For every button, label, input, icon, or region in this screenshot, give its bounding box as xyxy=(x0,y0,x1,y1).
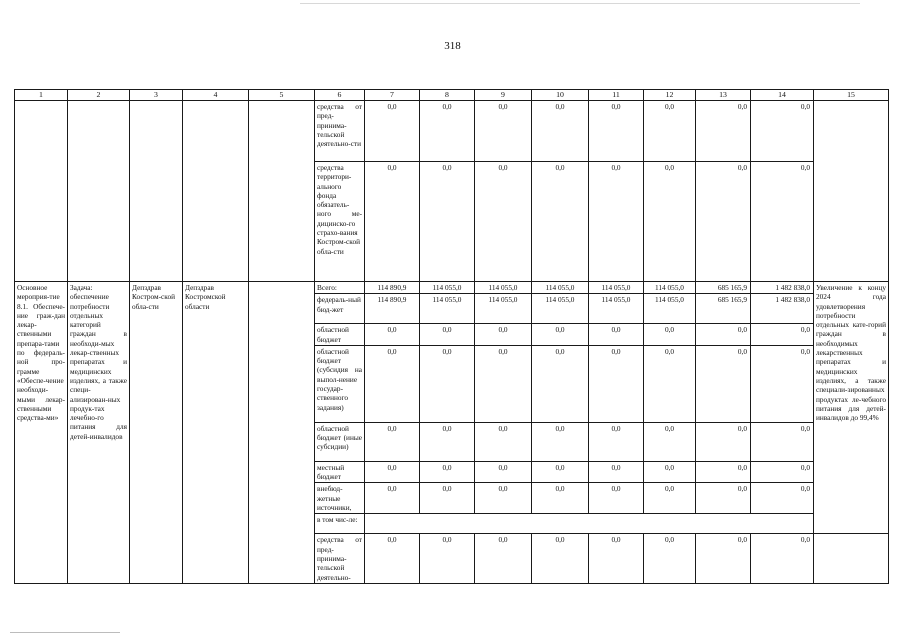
value-cell-col-9: 0,0 xyxy=(475,534,532,583)
value-cell-col-12: 114 055,0 xyxy=(644,294,696,324)
header-cell-1: 1 xyxy=(15,90,68,101)
measure-title-cell: Основное мероприя-тие 8.1. Обеспече-ние граж-дан лекар-ственными препара-тами по федераль-ной про-грамме «Обеспе-чение необходи-мыми лекар-ственными средства-ми» xyxy=(15,282,68,584)
value-cell-col-7: 0,0 xyxy=(365,324,420,346)
executor-cell: Депздрав Костромской области xyxy=(183,282,249,584)
value-cell-col-13: 0,0 xyxy=(696,422,751,461)
value-cell-col-12: 0,0 xyxy=(644,534,696,583)
value-cell-col-9: 0,0 xyxy=(475,345,532,422)
task-cell: Задача: обеспечение потребности отдельных категорий граждан в необходи-мых лекар-ственных препаратах и медицинских изделиях, а также специ-ализирован-ных продук-тах лечебно-го питания для детей-инвалидов xyxy=(68,282,130,584)
value-cell-col-9: 0,0 xyxy=(475,461,532,483)
scan-line-bottom xyxy=(10,632,120,633)
value-cell-col-7: 0,0 xyxy=(365,422,420,461)
value-cell-col-11: 114 055,0 xyxy=(589,294,644,324)
source-label: областной бюджет xyxy=(315,324,365,346)
source-label: Всего: xyxy=(315,282,365,294)
value-cell-col-14: 0,0 xyxy=(751,162,814,282)
header-cell-14: 14 xyxy=(751,90,814,101)
value-cell-col-10: 0,0 xyxy=(532,483,589,514)
value-cell-col-11: 0,0 xyxy=(589,483,644,514)
value-cell-col-10: 0,0 xyxy=(532,534,589,583)
value-cell-col-12: 0,0 xyxy=(644,461,696,483)
source-label: средства территори-ального фонда обязатель-ного ме-дицинско-го страхо-вания Костром-ской обла-сти xyxy=(315,162,365,282)
source-label: в том чис-ле: xyxy=(315,514,365,534)
value-cell-col-12: 0,0 xyxy=(644,324,696,346)
header-cell-13: 13 xyxy=(696,90,751,101)
value-cell-col-12: 0,0 xyxy=(644,483,696,514)
empty-cell-col-4 xyxy=(183,101,249,282)
value-cell-col-12: 0,0 xyxy=(644,162,696,282)
empty-cell-col-5 xyxy=(249,282,315,584)
value-cell-col-11: 0,0 xyxy=(589,422,644,461)
value-cell-col-9: 0,0 xyxy=(475,483,532,514)
header-row xyxy=(15,90,889,101)
value-cell-col-11: 114 055,0 xyxy=(589,282,644,294)
value-cell-col-10: 0,0 xyxy=(532,101,589,162)
value-cell-col-9: 0,0 xyxy=(475,101,532,162)
total-row xyxy=(15,282,889,294)
empty-cell-col-1 xyxy=(15,101,68,282)
empty-cell-col-15 xyxy=(814,101,889,282)
source-label: областной бюджет (иные субсидии) xyxy=(315,422,365,461)
source-label: средства от пред-принима-тельской деятельно- xyxy=(315,534,365,583)
value-cell-col-11: 0,0 xyxy=(589,162,644,282)
source-label: внебюд-жетные источники, xyxy=(315,483,365,514)
value-cell-col-8: 0,0 xyxy=(420,101,475,162)
value-cell-col-10: 0,0 xyxy=(532,422,589,461)
header-cell-12: 12 xyxy=(644,90,696,101)
value-cell-col-12: 0,0 xyxy=(644,345,696,422)
value-cell-col-11: 0,0 xyxy=(589,461,644,483)
responsible-cell: Депздрав Костром-ской обла-сти xyxy=(130,282,183,584)
target-indicator-cell: Увеличение к концу 2024 года удовлетворения потребности отдельных кате-горий граждан в необходимых лекарственных препаратах и медицинских изделиях, а также специали-зированных продуктах ле-чебного питания для детей-инвалидов до 99,4% xyxy=(814,282,889,534)
source-label: местный бюджет xyxy=(315,461,365,483)
header-cell-8: 8 xyxy=(420,90,475,101)
value-cell-col-13: 685 165,9 xyxy=(696,282,751,294)
value-cell-col-9: 0,0 xyxy=(475,324,532,346)
header-cell-15: 15 xyxy=(814,90,889,101)
value-cell-col-14: 0,0 xyxy=(751,345,814,422)
value-cell-col-11: 0,0 xyxy=(589,345,644,422)
value-cell-col-13: 0,0 xyxy=(696,461,751,483)
value-cell-col-10: 0,0 xyxy=(532,345,589,422)
continuation-row-entrepreneur xyxy=(15,101,889,162)
value-cell-col-8: 0,0 xyxy=(420,422,475,461)
value-cell-col-7: 114 890,9 xyxy=(365,294,420,324)
header-cell-9: 9 xyxy=(475,90,532,101)
value-cell-col-10: 114 055,0 xyxy=(532,282,589,294)
value-cell-col-12: 0,0 xyxy=(644,101,696,162)
value-cell-col-7: 0,0 xyxy=(365,461,420,483)
value-cell-col-8: 0,0 xyxy=(420,324,475,346)
value-cell-col-8: 114 055,0 xyxy=(420,294,475,324)
value-cell-col-14: 0,0 xyxy=(751,534,814,583)
header-cell-11: 11 xyxy=(589,90,644,101)
value-cell-col-11: 0,0 xyxy=(589,101,644,162)
source-label: средства от пред-принима-тельской деятельно-сти xyxy=(315,101,365,162)
value-cell-col-9: 0,0 xyxy=(475,162,532,282)
value-cell-col-13: 0,0 xyxy=(696,534,751,583)
value-cell-col-7: 0,0 xyxy=(365,345,420,422)
empty-cell-col-15 xyxy=(814,534,889,583)
value-cell-col-10: 0,0 xyxy=(532,162,589,282)
header-cell-7: 7 xyxy=(365,90,420,101)
value-cell-col-8: 0,0 xyxy=(420,534,475,583)
page-number: 318 xyxy=(444,40,461,52)
source-label: областной бюджет (субсидия на выпол-нение государ-ственного задания) xyxy=(315,345,365,422)
value-cell-col-7: 0,0 xyxy=(365,483,420,514)
value-cell-col-14: 0,0 xyxy=(751,422,814,461)
value-cell-col-8: 0,0 xyxy=(420,483,475,514)
header-cell-6: 6 xyxy=(315,90,365,101)
value-cell-col-10: 0,0 xyxy=(532,461,589,483)
value-cell-col-7: 0,0 xyxy=(365,162,420,282)
value-cell-col-14: 1 482 838,0 xyxy=(751,294,814,324)
value-cell-col-9: 114 055,0 xyxy=(475,294,532,324)
value-cell-col-13: 0,0 xyxy=(696,324,751,346)
value-cell-col-14: 0,0 xyxy=(751,483,814,514)
empty-cell-col-5 xyxy=(249,101,315,282)
value-cell-col-10: 114 055,0 xyxy=(532,294,589,324)
value-cell-col-9: 114 055,0 xyxy=(475,282,532,294)
value-cell-col-13: 0,0 xyxy=(696,101,751,162)
value-cell-col-14: 1 482 838,0 xyxy=(751,282,814,294)
value-cell-col-9: 0,0 xyxy=(475,422,532,461)
value-cell-col-7: 0,0 xyxy=(365,101,420,162)
value-cell-col-7: 114 890,9 xyxy=(365,282,420,294)
empty-cell-col-2 xyxy=(68,101,130,282)
header-cell-4: 4 xyxy=(183,90,249,101)
value-cell-col-12: 114 055,0 xyxy=(644,282,696,294)
value-cell-col-11: 0,0 xyxy=(589,324,644,346)
value-cell-col-8: 0,0 xyxy=(420,461,475,483)
value-cell-col-13: 0,0 xyxy=(696,483,751,514)
value-cell-col-10: 0,0 xyxy=(532,324,589,346)
value-cell-col-12: 0,0 xyxy=(644,422,696,461)
value-cell-col-7: 0,0 xyxy=(365,534,420,583)
value-cell-col-13: 0,0 xyxy=(696,345,751,422)
value-cell-col-8: 114 055,0 xyxy=(420,282,475,294)
budget-table xyxy=(14,89,889,584)
source-label: федераль-ный бюд-жет xyxy=(315,294,365,324)
value-cell-col-13: 0,0 xyxy=(696,162,751,282)
value-cell-col-14: 0,0 xyxy=(751,324,814,346)
header-cell-2: 2 xyxy=(68,90,130,101)
value-cell-col-11: 0,0 xyxy=(589,534,644,583)
value-cell-col-13: 685 165,9 xyxy=(696,294,751,324)
value-cell-col-8: 0,0 xyxy=(420,162,475,282)
value-cell-col-14: 0,0 xyxy=(751,461,814,483)
empty-cell-col-3 xyxy=(130,101,183,282)
header-cell-3: 3 xyxy=(130,90,183,101)
scan-line-top xyxy=(300,3,860,4)
value-cell-col-8: 0,0 xyxy=(420,345,475,422)
header-cell-10: 10 xyxy=(532,90,589,101)
value-cell-col-14: 0,0 xyxy=(751,101,814,162)
header-cell-5: 5 xyxy=(249,90,315,101)
merged-empty-cell xyxy=(365,514,889,534)
